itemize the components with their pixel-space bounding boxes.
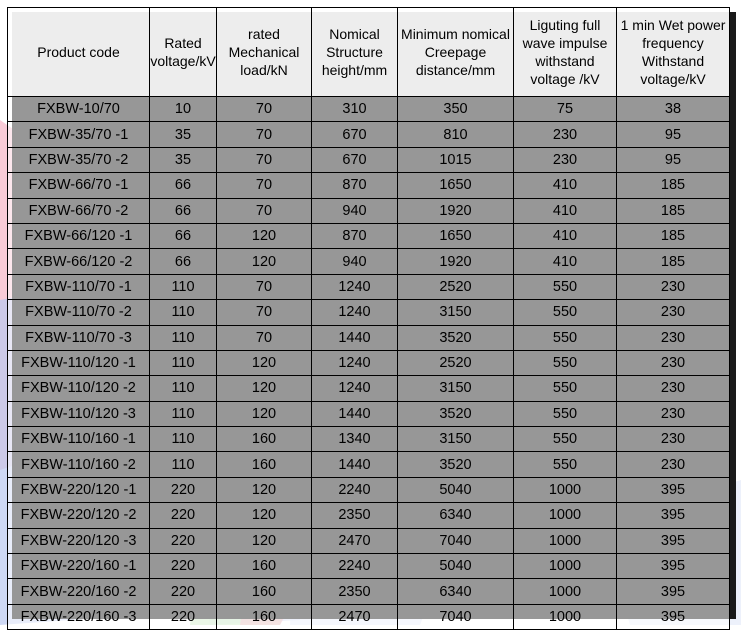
table-row <box>8 97 730 122</box>
rated-voltage-cell: 110 <box>150 401 217 426</box>
product-code-cell: FXBW-35/70 -1 <box>8 122 150 147</box>
rated-voltage-cell: 110 <box>150 452 217 477</box>
rated-voltage-cell: 110 <box>150 300 217 325</box>
rated-voltage-cell: 220 <box>150 503 217 528</box>
creepage-distance-cell: 350 <box>398 97 514 122</box>
impulse-withstand-cell: 410 <box>514 223 617 248</box>
product-code-cell: FXBW-110/70 -3 <box>8 325 150 350</box>
creepage-distance-cell: 6340 <box>398 579 514 604</box>
structure-height-cell: 1240 <box>312 376 398 401</box>
impulse-withstand-cell: 550 <box>514 274 617 299</box>
table-row <box>8 350 730 375</box>
mechanical-load-cell: 160 <box>217 452 312 477</box>
table-row <box>8 477 730 502</box>
structure-height-cell: 2350 <box>312 579 398 604</box>
wet-withstand-cell: 395 <box>617 503 730 528</box>
table-row <box>8 122 730 147</box>
wet-withstand-cell: 230 <box>617 300 730 325</box>
mechanical-load-cell: 70 <box>217 147 312 172</box>
wet-withstand-cell: 230 <box>617 274 730 299</box>
table-row <box>8 300 730 325</box>
mechanical-load-cell: 160 <box>217 579 312 604</box>
creepage-distance-cell: 1920 <box>398 249 514 274</box>
wet-withstand-cell: 230 <box>617 427 730 452</box>
rated-voltage-cell: 110 <box>150 427 217 452</box>
wet-withstand-cell: 395 <box>617 579 730 604</box>
mechanical-load-cell: 160 <box>217 427 312 452</box>
wet-withstand-cell: 230 <box>617 401 730 426</box>
mechanical-load-cell: 70 <box>217 198 312 223</box>
structure-height-cell: 1240 <box>312 350 398 375</box>
table-row <box>8 604 730 629</box>
wet-withstand-cell: 95 <box>617 122 730 147</box>
mechanical-load-cell: 70 <box>217 325 312 350</box>
mechanical-load-cell: 160 <box>217 604 312 629</box>
rated-voltage-cell: 66 <box>150 223 217 248</box>
structure-height-cell: 940 <box>312 249 398 274</box>
creepage-distance-cell: 1015 <box>398 147 514 172</box>
product-code-cell: FXBW-66/120 -2 <box>8 249 150 274</box>
impulse-withstand-cell: 410 <box>514 249 617 274</box>
impulse-withstand-cell: 1000 <box>514 477 617 502</box>
mechanical-load-cell: 120 <box>217 528 312 553</box>
impulse-withstand-cell: 550 <box>514 300 617 325</box>
mechanical-load-cell: 120 <box>217 350 312 375</box>
wet-withstand-cell: 395 <box>617 554 730 579</box>
rated-voltage-cell: 66 <box>150 198 217 223</box>
mechanical-load-cell: 120 <box>217 477 312 502</box>
table-body <box>8 97 730 630</box>
rated-voltage-cell: 220 <box>150 604 217 629</box>
product-code-cell: FXBW-220/120 -2 <box>8 503 150 528</box>
structure-height-cell: 870 <box>312 173 398 198</box>
wet-withstand-cell: 230 <box>617 325 730 350</box>
impulse-withstand-cell: 550 <box>514 325 617 350</box>
product-code-cell: FXBW-110/160 -1 <box>8 427 150 452</box>
rated-voltage-cell: 220 <box>150 579 217 604</box>
rated-voltage-cell: 10 <box>150 97 217 122</box>
product-code-cell: FXBW-66/70 -2 <box>8 198 150 223</box>
structure-height-cell: 1240 <box>312 274 398 299</box>
header-wet-withstand: 1 min Wet power frequency Withstand voltage/kV <box>617 8 730 97</box>
impulse-withstand-cell: 550 <box>514 427 617 452</box>
impulse-withstand-cell: 1000 <box>514 503 617 528</box>
table-row <box>8 452 730 477</box>
product-code-cell: FXBW-66/120 -1 <box>8 223 150 248</box>
mechanical-load-cell: 120 <box>217 401 312 426</box>
product-code-cell: FXBW-35/70 -2 <box>8 147 150 172</box>
mechanical-load-cell: 70 <box>217 173 312 198</box>
header-row <box>8 8 730 97</box>
structure-height-cell: 1340 <box>312 427 398 452</box>
product-code-cell: FXBW-220/160 -3 <box>8 604 150 629</box>
table-row <box>8 376 730 401</box>
rated-voltage-cell: 35 <box>150 147 217 172</box>
table-row <box>8 503 730 528</box>
rated-voltage-cell: 220 <box>150 554 217 579</box>
structure-height-cell: 670 <box>312 122 398 147</box>
impulse-withstand-cell: 1000 <box>514 528 617 553</box>
creepage-distance-cell: 2520 <box>398 350 514 375</box>
mechanical-load-cell: 70 <box>217 97 312 122</box>
rated-voltage-cell: 35 <box>150 122 217 147</box>
structure-height-cell: 1440 <box>312 325 398 350</box>
product-code-cell: FXBW-110/160 -2 <box>8 452 150 477</box>
mechanical-load-cell: 160 <box>217 554 312 579</box>
structure-height-cell: 2240 <box>312 477 398 502</box>
creepage-distance-cell: 3150 <box>398 300 514 325</box>
creepage-distance-cell: 1650 <box>398 173 514 198</box>
mechanical-load-cell: 70 <box>217 300 312 325</box>
product-code-cell: FXBW-10/70 <box>8 97 150 122</box>
table-row <box>8 427 730 452</box>
table-row <box>8 401 730 426</box>
structure-height-cell: 870 <box>312 223 398 248</box>
structure-height-cell: 2350 <box>312 503 398 528</box>
impulse-withstand-cell: 1000 <box>514 604 617 629</box>
header-structure-height: Nomical Structure height/mm <box>312 8 398 97</box>
mechanical-load-cell: 120 <box>217 503 312 528</box>
creepage-distance-cell: 1650 <box>398 223 514 248</box>
rated-voltage-cell: 110 <box>150 376 217 401</box>
creepage-distance-cell: 1920 <box>398 198 514 223</box>
structure-height-cell: 2240 <box>312 554 398 579</box>
product-code-cell: FXBW-66/70 -1 <box>8 173 150 198</box>
table-row <box>8 554 730 579</box>
rated-voltage-cell: 110 <box>150 325 217 350</box>
product-code-cell: FXBW-220/120 -1 <box>8 477 150 502</box>
wet-withstand-cell: 395 <box>617 604 730 629</box>
wet-withstand-cell: 185 <box>617 173 730 198</box>
table-row <box>8 223 730 248</box>
table-row <box>8 528 730 553</box>
mechanical-load-cell: 120 <box>217 223 312 248</box>
product-code-cell: FXBW-110/70 -2 <box>8 300 150 325</box>
product-code-cell: FXBW-110/70 -1 <box>8 274 150 299</box>
table-row <box>8 198 730 223</box>
header-mechanical-load: rated Mechanical load/kN <box>217 8 312 97</box>
impulse-withstand-cell: 550 <box>514 401 617 426</box>
impulse-withstand-cell: 1000 <box>514 579 617 604</box>
impulse-withstand-cell: 550 <box>514 376 617 401</box>
structure-height-cell: 940 <box>312 198 398 223</box>
wet-withstand-cell: 230 <box>617 376 730 401</box>
creepage-distance-cell: 6340 <box>398 503 514 528</box>
rated-voltage-cell: 110 <box>150 350 217 375</box>
wet-withstand-cell: 395 <box>617 528 730 553</box>
rated-voltage-cell: 220 <box>150 528 217 553</box>
impulse-withstand-cell: 230 <box>514 147 617 172</box>
creepage-distance-cell: 5040 <box>398 554 514 579</box>
product-code-cell: FXBW-110/120 -1 <box>8 350 150 375</box>
header-rated-voltage: Rated voltage/kV <box>150 8 217 97</box>
impulse-withstand-cell: 550 <box>514 452 617 477</box>
structure-height-cell: 1240 <box>312 300 398 325</box>
product-code-cell: FXBW-220/160 -1 <box>8 554 150 579</box>
structure-height-cell: 1440 <box>312 401 398 426</box>
rated-voltage-cell: 66 <box>150 249 217 274</box>
table-row <box>8 249 730 274</box>
impulse-withstand-cell: 410 <box>514 173 617 198</box>
creepage-distance-cell: 3150 <box>398 427 514 452</box>
rated-voltage-cell: 66 <box>150 173 217 198</box>
mechanical-load-cell: 70 <box>217 122 312 147</box>
impulse-withstand-cell: 410 <box>514 198 617 223</box>
table-row <box>8 325 730 350</box>
wet-withstand-cell: 230 <box>617 452 730 477</box>
creepage-distance-cell: 3520 <box>398 325 514 350</box>
header-creepage-distance: Minimum nomical Creepage distance/mm <box>398 8 514 97</box>
product-spec-table <box>7 7 730 630</box>
table-row <box>8 274 730 299</box>
mechanical-load-cell: 120 <box>217 376 312 401</box>
structure-height-cell: 670 <box>312 147 398 172</box>
creepage-distance-cell: 2520 <box>398 274 514 299</box>
structure-height-cell: 1440 <box>312 452 398 477</box>
product-code-cell: FXBW-110/120 -3 <box>8 401 150 426</box>
creepage-distance-cell: 7040 <box>398 604 514 629</box>
rated-voltage-cell: 110 <box>150 274 217 299</box>
table-row <box>8 173 730 198</box>
product-code-cell: FXBW-220/160 -2 <box>8 579 150 604</box>
wet-withstand-cell: 185 <box>617 223 730 248</box>
structure-height-cell: 310 <box>312 97 398 122</box>
impulse-withstand-cell: 75 <box>514 97 617 122</box>
wet-withstand-cell: 230 <box>617 350 730 375</box>
mechanical-load-cell: 70 <box>217 274 312 299</box>
table-row <box>8 147 730 172</box>
mechanical-load-cell: 120 <box>217 249 312 274</box>
structure-height-cell: 2470 <box>312 604 398 629</box>
table-row <box>8 579 730 604</box>
structure-height-cell: 2470 <box>312 528 398 553</box>
header-impulse-withstand: Liguting full wave impulse withstand voltage /kV <box>514 8 617 97</box>
product-code-cell: FXBW-220/120 -3 <box>8 528 150 553</box>
impulse-withstand-cell: 230 <box>514 122 617 147</box>
creepage-distance-cell: 810 <box>398 122 514 147</box>
creepage-distance-cell: 3150 <box>398 376 514 401</box>
wet-withstand-cell: 95 <box>617 147 730 172</box>
wet-withstand-cell: 185 <box>617 198 730 223</box>
impulse-withstand-cell: 550 <box>514 350 617 375</box>
wet-withstand-cell: 185 <box>617 249 730 274</box>
creepage-distance-cell: 7040 <box>398 528 514 553</box>
rated-voltage-cell: 220 <box>150 477 217 502</box>
creepage-distance-cell: 3520 <box>398 452 514 477</box>
impulse-withstand-cell: 1000 <box>514 554 617 579</box>
wet-withstand-cell: 38 <box>617 97 730 122</box>
header-product-code: Product code <box>8 8 150 97</box>
creepage-distance-cell: 5040 <box>398 477 514 502</box>
wet-withstand-cell: 395 <box>617 477 730 502</box>
creepage-distance-cell: 3520 <box>398 401 514 426</box>
product-code-cell: FXBW-110/120 -2 <box>8 376 150 401</box>
